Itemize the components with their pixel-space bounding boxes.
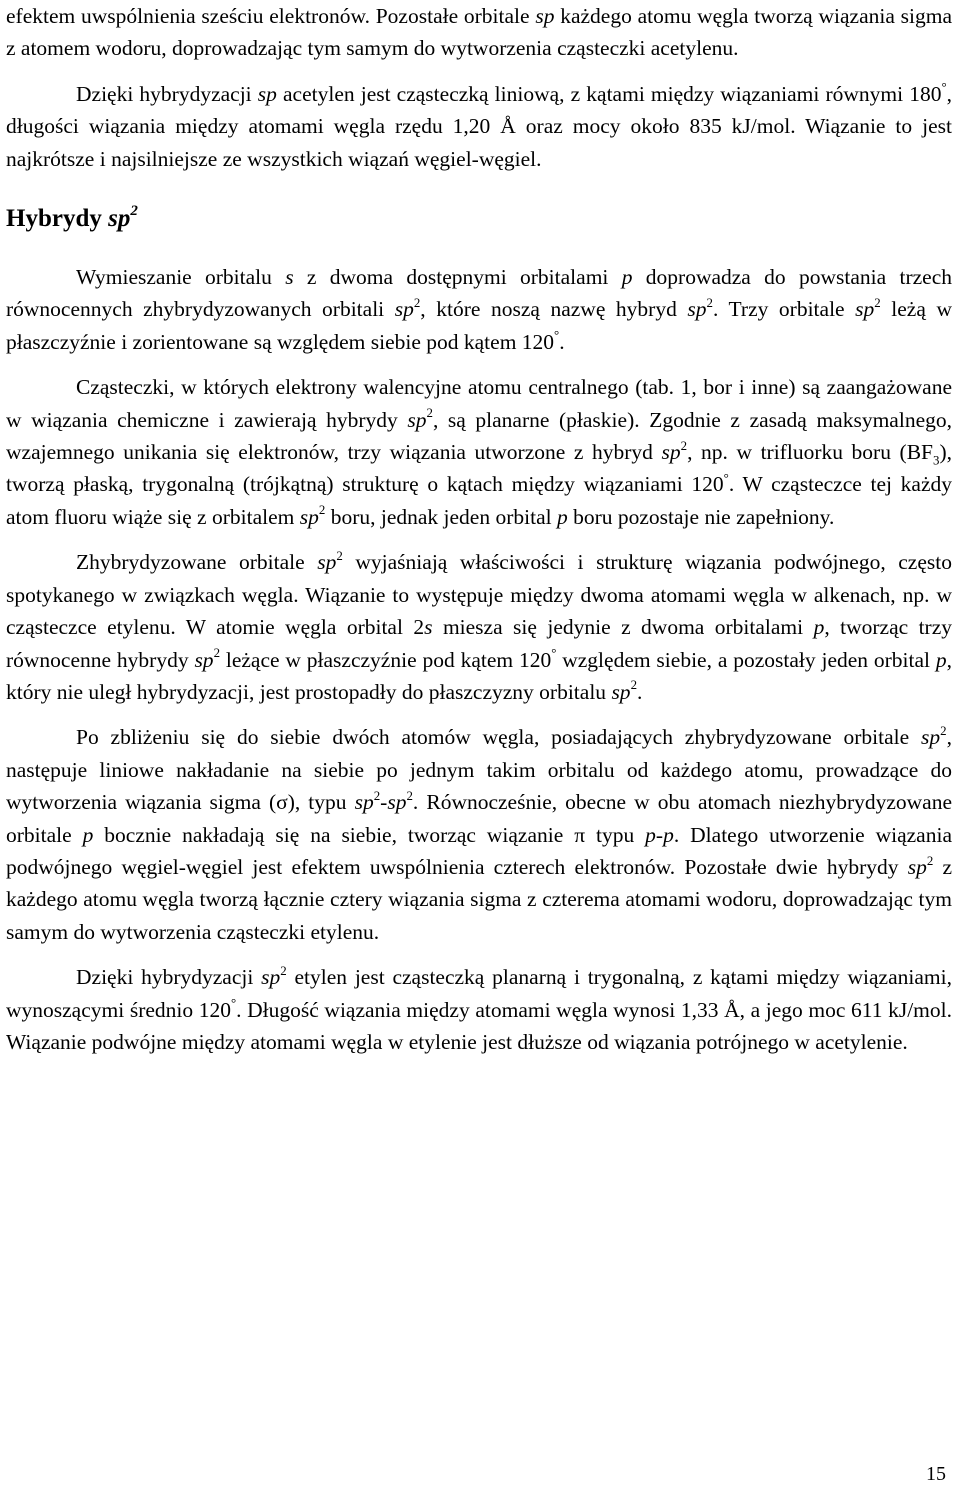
paragraph: Cząsteczki, w których elektrony walencyjne atomu centralnego (tab. 1, bor i inne) są zaangażowane w wiązania chemiczne i zawierają hybrydy $sp^2$, są planarne (płaskie). Zgodnie z zasadą maksymalnego, wzajemnego unikania się elektronów, trzy wiązania utworzone z hybryd $sp^2$, np. w trifluorku boru $(BF_3)$, tworzą płaską, trygonalną (trójkątną) strukturę o kątach między wiązaniami 120°. W cząsteczce tej każdy atom fluoru wiąże się z orbitalem $sp^2$ boru, jednak jeden orbital p boru pozostaje nie zapełniony.: [6, 375, 952, 529]
section-heading: Hybrydy $sp^2$: [6, 203, 138, 233]
paragraph: Zhybrydyzowane orbitale $sp^2$ wyjaśniają właściwości i strukturę wiązania podwójnego, często spotykanego w związkach węgla. Wiązanie to występuje między dwoma atomami węgla w alkenach, np. w cząsteczce etylenu. W atomie węgla orbital 2s miesza się jedynie z dwoma orbitalami p, tworząc trzy równocenne hybrydy $sp^2$ leżące w płaszczyźnie pod kątem 120° względem siebie, a pozostały jeden orbital p, który nie uległ hybrydyzacji, jest prostopadły do płaszczyzny orbitalu $sp^2$.: [6, 548, 953, 704]
paragraph: Wymieszanie orbitalu s z dwoma dostępnymi orbitalami p doprowadza do powstania trzech równocennych zhybrydyzowanych orbitali $sp^2$, które noszą nazwę hybryd $sp^2$. Trzy orbitale $sp^2$ leżą w płaszczyźnie i zorientowane są względem siebie pod kątem 120°.: [6, 265, 952, 354]
paragraph: Dzięki hybrydyzacji $sp^2$ etylen jest cząsteczką planarną i trygonalną, z kątami między wiązaniami, wynoszącymi średnio 120°. Długość wiązania między atomami węgla wynosi 1,33 Å, a jego moc 611 kJ/mol. Wiązanie podwójne między atomami węgla w etylenie jest dłuższe od wiązania potrójnego w acetylenie.: [6, 963, 953, 1054]
paragraph: efektem uwspólnienia sześciu elektronów. Pozostałe orbitale sp każdego atomu węgla tworzą wiązania sigma z atomem wodoru, doprowadzając tym samym do wytworzenia cząsteczki acetylenu.: [6, 4, 952, 61]
paragraph: Dzięki hybrydyzacji sp acetylen jest cząsteczką liniową, z kątami między wiązaniami równymi 180°, długości wiązania między atomami węgla rzędu 1,20 Å oraz mocy około 835 kJ/mol. Wiązanie to jest najkrótsze i najsilniejsze ze wszystkich wiązań węgiel-węgiel.: [6, 80, 952, 171]
page-body: [6, 0, 952, 1058]
paragraph: Po zbliżeniu się do siebie dwóch atomów węgla, posiadających zhybrydyzowane orbitale $sp^2$, następuje liniowe nakładanie na siebie po jednym takim orbitalu od każdego atomu, prowadzące do wytworzenia wiązania sigma (σ), typu $sp^2-sp^2$. Równocześnie, obecne w obu atomach niezhybrydyzowane orbitale p bocznie nakładają się na siebie, tworząc wiązanie π typu p-p. Dlatego utworzenie wiązania podwójnego węgiel-węgiel jest efektem uwspólnienia czterech elektronów. Pozostałe dwie hybrydy $sp^2$ z każdego atomu węgla tworzą łącznie cztery wiązania sigma z czterema atomami wodoru, doprowadzając tym samym do wytworzenia cząsteczki etylenu.: [6, 723, 953, 944]
page-number: 15: [926, 1463, 946, 1485]
